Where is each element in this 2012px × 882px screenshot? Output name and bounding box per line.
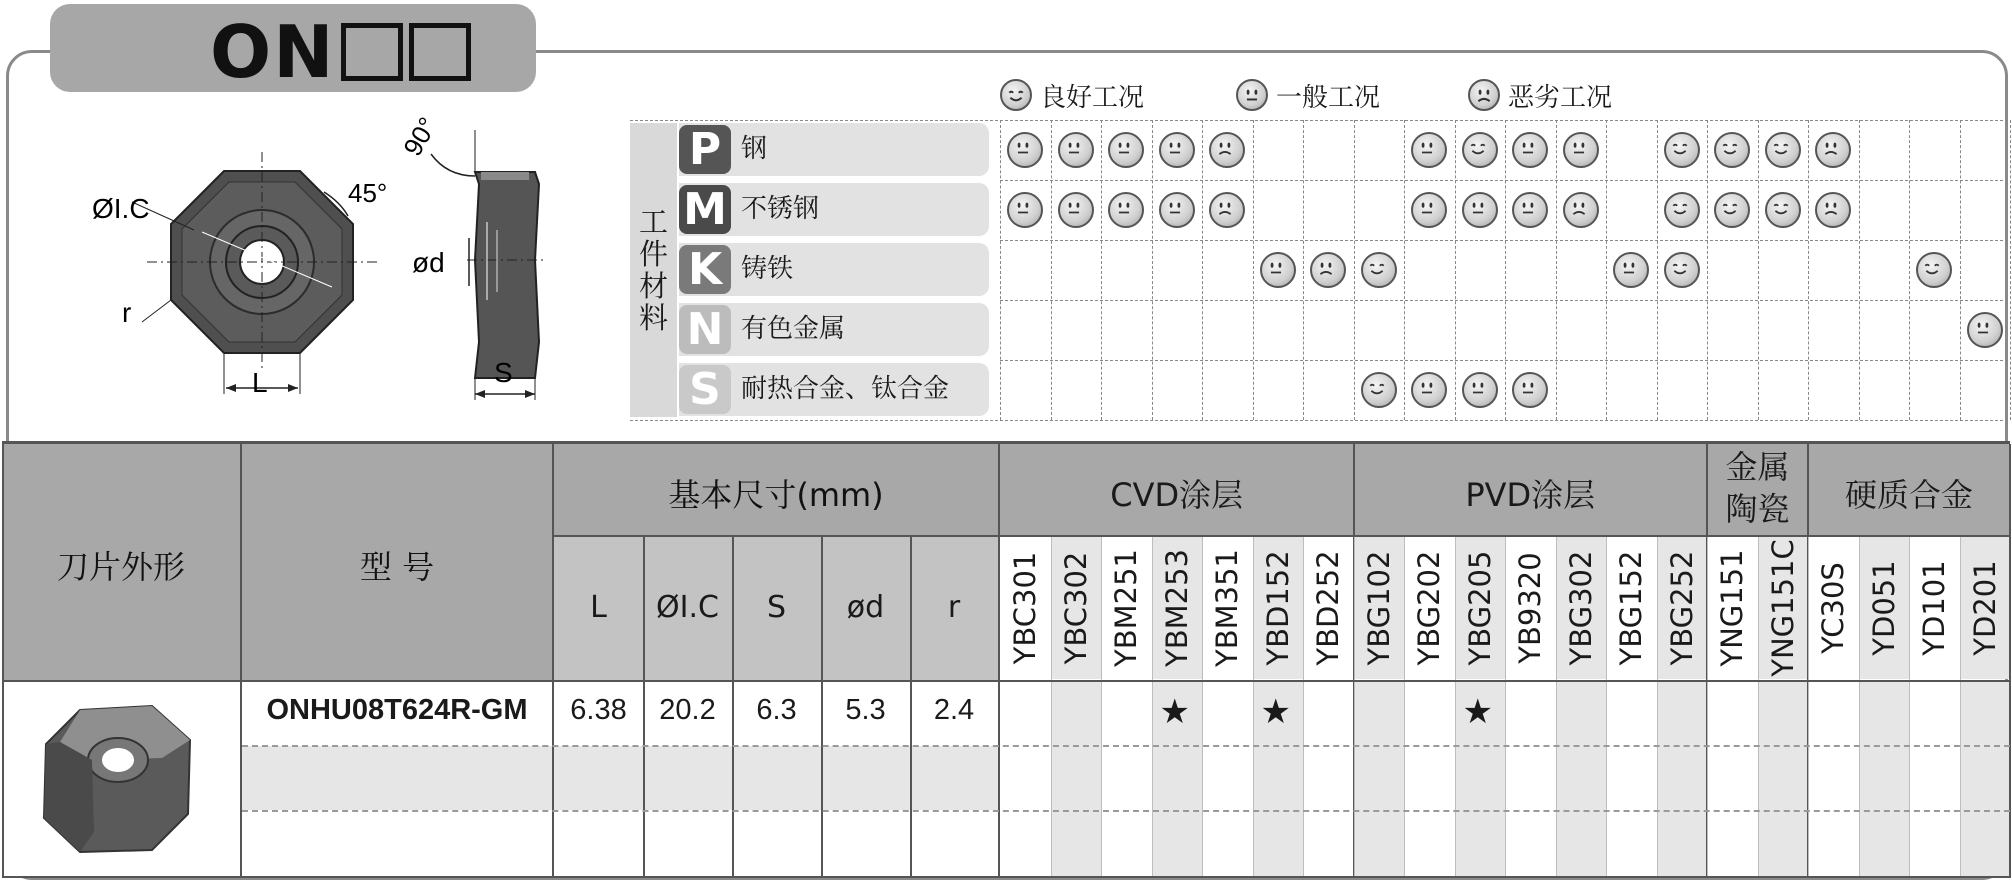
grade-column-stripe — [1404, 682, 1455, 878]
placeholder-box-1 — [341, 23, 403, 81]
grade-col-line — [1303, 536, 1304, 878]
header-basic-dims-cell — [554, 444, 998, 535]
grade-column-stripe — [1960, 682, 2011, 878]
grade-col-line — [1606, 536, 1607, 878]
table-col-line — [998, 444, 1000, 878]
table-row-dashed-line — [242, 810, 2010, 812]
table-col-line — [910, 535, 912, 878]
grid-col-line — [1556, 120, 1557, 420]
grade-column-stripe — [1000, 682, 1051, 878]
grade-col-line — [1859, 536, 1860, 878]
grade-col-line — [1556, 536, 1557, 878]
frown-face-icon — [1815, 132, 1851, 168]
table-col-line — [732, 535, 734, 878]
material-letter: N — [679, 305, 731, 354]
frown-face-icon — [1468, 79, 1500, 111]
grade-col-line — [1758, 536, 1759, 878]
header-shape: 刀片外形 — [56, 548, 185, 586]
grade-header: YD051 — [1859, 536, 1910, 679]
grid-col-line — [1808, 120, 1809, 420]
grid-row-line — [630, 420, 2008, 421]
dim-header: ØI.C — [656, 590, 719, 625]
insert-photo — [2, 682, 240, 878]
neutral-face-icon — [1411, 372, 1447, 408]
grade-column-stripe — [1303, 682, 1354, 878]
dim-header: S — [766, 590, 787, 625]
dim-header: r — [947, 590, 961, 625]
grid-col-line — [1606, 120, 1607, 420]
legend-normal-label: 一般工况 — [1276, 82, 1381, 113]
header-basic-dims: 基本尺寸(mm) — [668, 476, 884, 514]
neutral-face-icon — [1462, 372, 1498, 408]
angle45-label: 45° — [348, 178, 388, 208]
grade-column-stripe — [1051, 682, 1102, 878]
dim-header: L — [590, 590, 607, 625]
recommended-star: ★ — [1260, 692, 1291, 732]
grade-header: YC30S — [1808, 536, 1859, 679]
material-name: 钢 — [741, 134, 768, 164]
grade-column-stripe — [1909, 682, 1960, 878]
grade-column-stripe — [1808, 682, 1859, 878]
grade-col-line — [1202, 536, 1203, 878]
grade-header: YD101 — [1909, 536, 1960, 679]
neutral-face-icon — [1058, 132, 1094, 168]
material-row-s — [679, 363, 989, 416]
grade-header: YBM253 — [1152, 536, 1203, 679]
d-label: ød — [412, 247, 445, 278]
grid-col-line — [1707, 120, 1708, 420]
angle90-label: 90° — [397, 111, 443, 161]
neutral-face-icon — [1512, 192, 1548, 228]
grade-header: YBG205 — [1455, 536, 1506, 679]
grade-col-line — [1404, 536, 1405, 878]
grade-column-stripe — [1657, 682, 1708, 878]
grade-col-line — [1960, 536, 1961, 878]
grid-col-line — [1909, 120, 1910, 420]
grid-row-line — [630, 120, 2008, 121]
grade-header: YBD152 — [1253, 536, 1304, 679]
material-row-p — [679, 123, 989, 176]
grade-col-line — [1101, 536, 1102, 878]
grade-header: YBG102 — [1354, 536, 1405, 679]
grid-col-line — [1505, 120, 1506, 420]
grade-header: YB9320 — [1505, 536, 1556, 679]
grade-column-stripe — [1505, 682, 1556, 878]
grid-col-line — [1051, 120, 1052, 420]
grade-header: YBC302 — [1051, 536, 1102, 679]
grade-group-header — [1707, 446, 1808, 530]
neutral-face-icon — [1411, 192, 1447, 228]
grade-header: YD201 — [1960, 536, 2011, 679]
table-col-line — [240, 444, 242, 878]
frown-face-icon — [1563, 192, 1599, 228]
grid-col-line — [1758, 120, 1759, 420]
wm-char-1: 工 — [638, 205, 668, 239]
recommended-star: ★ — [1462, 692, 1493, 732]
grid-col-line — [1152, 120, 1153, 420]
header-shape-cell — [2, 444, 240, 680]
grade-col-line — [1707, 536, 1708, 878]
material-row-n — [679, 303, 989, 356]
material-name: 不锈钢 — [741, 194, 820, 224]
neutral-face-icon — [1108, 192, 1144, 228]
model-cell: ONHU08T624R-GM — [266, 694, 528, 726]
material-name: 耐热合金、钛合金 — [741, 374, 950, 404]
table-row-line — [2, 680, 2010, 682]
table-col-line — [2, 444, 4, 878]
grade-column-stripe — [1354, 682, 1405, 878]
shape-cell — [2, 682, 240, 878]
grade-col-line — [1909, 536, 1910, 878]
r-label: r — [122, 297, 132, 328]
neutral-face-icon — [1007, 192, 1043, 228]
smile-face-icon — [1714, 192, 1750, 228]
neutral-face-icon — [1007, 132, 1043, 168]
ic-label: ØI.C — [92, 193, 150, 224]
table-col-line — [552, 444, 554, 878]
empty-row-band — [242, 746, 998, 810]
grade-col-line — [1657, 536, 1658, 878]
wm-char-3: 材 — [638, 269, 668, 303]
frown-face-icon — [1815, 192, 1851, 228]
wm-char-4: 料 — [638, 301, 668, 335]
grade-column-stripe — [1556, 682, 1607, 878]
smile-face-icon — [1714, 132, 1750, 168]
group-col-line — [2009, 444, 2011, 878]
smile-face-icon — [1664, 132, 1700, 168]
neutral-face-icon — [1236, 79, 1268, 111]
material-name: 铸铁 — [741, 254, 794, 284]
neutral-face-icon — [1462, 192, 1498, 228]
grid-col-line — [1303, 120, 1304, 420]
grade-col-line — [1152, 536, 1153, 878]
grade-col-line — [1505, 536, 1506, 878]
material-letter: P — [679, 125, 731, 174]
grid-col-line — [1000, 120, 1001, 420]
smile-face-icon — [1462, 132, 1498, 168]
l-label: L — [252, 367, 268, 398]
frown-face-icon — [1310, 252, 1346, 288]
legend-normal — [1236, 77, 1380, 113]
grade-header: YNG151C — [1758, 536, 1809, 679]
series-title — [210, 10, 471, 94]
grade-header: YBG202 — [1404, 536, 1455, 679]
grid-col-line — [1657, 120, 1658, 420]
smile-face-icon — [1664, 192, 1700, 228]
smile-face-icon — [1361, 252, 1397, 288]
dim-value-cell: 20.2 — [659, 694, 716, 726]
material-letter: S — [679, 365, 731, 414]
grade-header: YBG152 — [1606, 536, 1657, 679]
legend-bad-label: 恶劣工况 — [1508, 82, 1613, 113]
dim-value-cell: 5.3 — [845, 694, 886, 726]
grade-header: YBD252 — [1303, 536, 1354, 679]
grid-col-line — [1859, 120, 1860, 420]
table-row-dashed-line — [242, 745, 2010, 747]
grade-col-line — [1051, 536, 1052, 878]
neutral-face-icon — [1260, 252, 1296, 288]
grade-column-stripe — [1202, 682, 1253, 878]
grade-col-line — [1253, 536, 1254, 878]
grade-header: YNG151 — [1707, 536, 1758, 679]
dim-value-cell: 6.38 — [570, 694, 627, 726]
grade-col-line — [1808, 536, 1809, 878]
table-row-line — [552, 535, 2010, 537]
grade-col-line — [1354, 536, 1355, 878]
material-row-k — [679, 243, 989, 296]
frown-face-icon — [1209, 132, 1245, 168]
grade-header: YBM251 — [1101, 536, 1152, 679]
grade-group-header-line: 陶瓷 — [1725, 490, 1790, 528]
grade-column-stripe — [1758, 682, 1809, 878]
wm-char-2: 件 — [638, 237, 668, 271]
grid-col-line — [1354, 120, 1355, 420]
frown-face-icon — [1209, 192, 1245, 228]
legend-good-label: 良好工况 — [1040, 82, 1145, 113]
neutral-face-icon — [1512, 372, 1548, 408]
table-col-line — [821, 535, 823, 878]
grade-header: YBM351 — [1202, 536, 1253, 679]
material-letter: K — [679, 245, 731, 294]
material-row-m — [679, 183, 989, 236]
grid-col-line — [1404, 120, 1405, 420]
grade-header: YBG302 — [1556, 536, 1607, 679]
neutral-face-icon — [1411, 132, 1447, 168]
table-col-line — [643, 535, 645, 878]
smile-face-icon — [1664, 252, 1700, 288]
smile-face-icon — [1361, 372, 1397, 408]
placeholder-box-2 — [409, 23, 471, 81]
grid-col-line — [1455, 120, 1456, 420]
recommended-star: ★ — [1159, 692, 1190, 732]
smile-face-icon — [1765, 192, 1801, 228]
neutral-face-icon — [1159, 192, 1195, 228]
grade-group-header: PVD涂层 — [1465, 476, 1596, 514]
neutral-face-icon — [1159, 132, 1195, 168]
neutral-face-icon — [1967, 312, 2003, 348]
grid-col-line — [2010, 120, 2011, 420]
insert-diagram — [80, 110, 600, 420]
legend-good — [1000, 77, 1144, 113]
grid-col-line — [1202, 120, 1203, 420]
grade-col-line — [1455, 536, 1456, 878]
grade-header: YBG252 — [1657, 536, 1708, 679]
smile-face-icon — [1916, 252, 1952, 288]
legend-bad — [1468, 77, 1612, 113]
grade-group-header-line: 金属 — [1725, 448, 1790, 486]
neutral-face-icon — [1613, 252, 1649, 288]
header-model-cell — [242, 444, 552, 680]
dim-value-cell: 6.3 — [756, 694, 797, 726]
grid-col-line — [1101, 120, 1102, 420]
series-title-prefix: ON — [210, 10, 336, 94]
smile-face-icon — [1000, 79, 1032, 111]
neutral-face-icon — [1108, 132, 1144, 168]
material-name: 有色金属 — [741, 314, 846, 344]
material-letter: M — [679, 185, 731, 234]
dim-header: ød — [846, 590, 885, 625]
s-label: S — [494, 357, 513, 388]
grid-col-line — [1253, 120, 1254, 420]
workpiece-material-label — [630, 123, 677, 417]
grade-header: YBC301 — [1000, 536, 1051, 679]
grade-column-stripe — [1707, 682, 1758, 878]
grid-col-line — [1960, 120, 1961, 420]
neutral-face-icon — [1058, 192, 1094, 228]
grade-group-header: 硬质合金 — [1844, 476, 1973, 514]
grade-column-stripe — [1606, 682, 1657, 878]
header-model: 型 号 — [359, 548, 435, 586]
neutral-face-icon — [1512, 132, 1548, 168]
neutral-face-icon — [1563, 132, 1599, 168]
table-row-line — [2, 876, 2010, 878]
grade-group-header: CVD涂层 — [1110, 476, 1244, 514]
title-tab — [50, 4, 536, 92]
grade-column-stripe — [1101, 682, 1152, 878]
grade-column-stripe — [1859, 682, 1910, 878]
dim-value-cell: 2.4 — [933, 694, 975, 726]
smile-face-icon — [1765, 132, 1801, 168]
